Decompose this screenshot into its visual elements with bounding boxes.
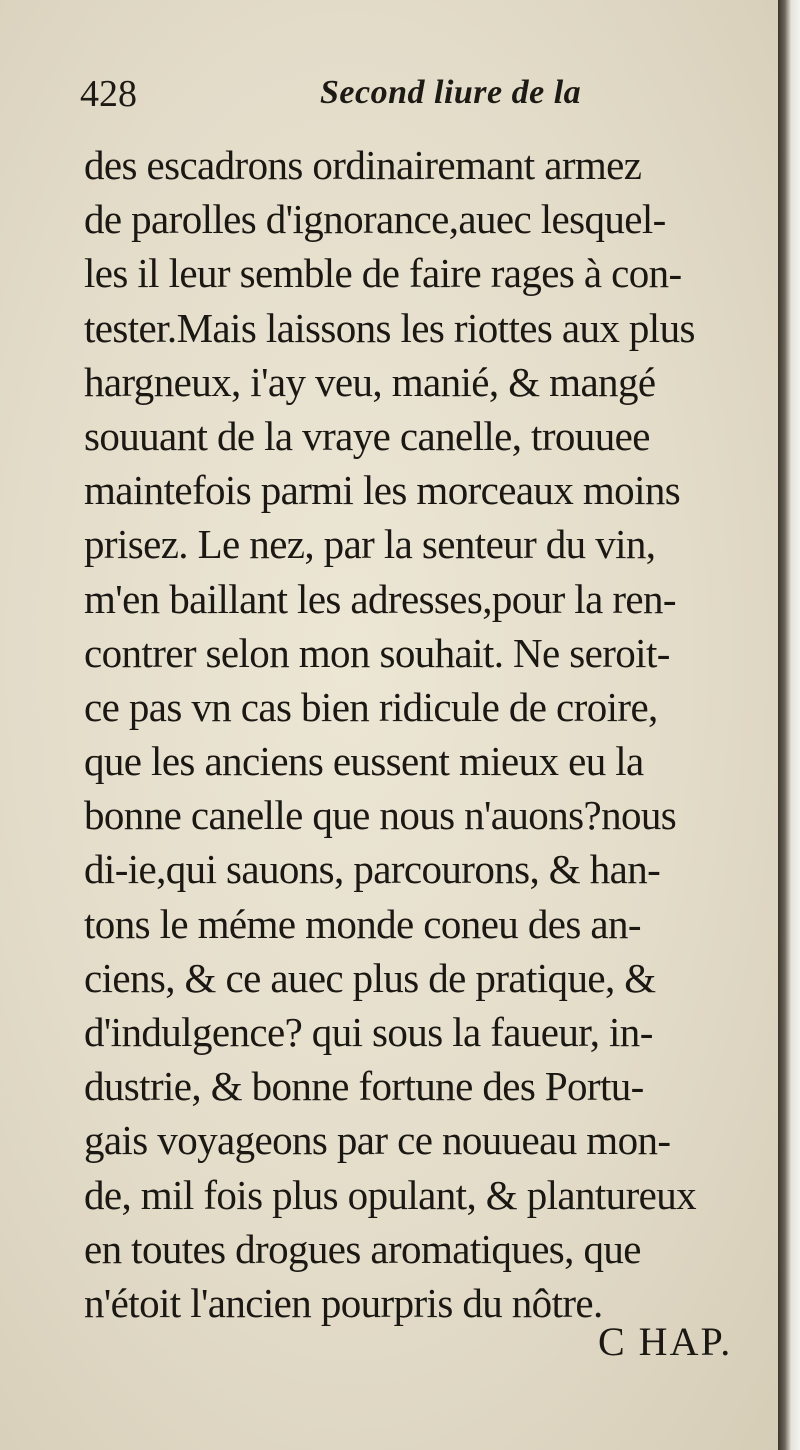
text-line: ce pas vn cas bien ridicule de croire, [84,683,658,730]
page-number: 428 [80,73,137,115]
catchword: C HAP. [598,1319,733,1364]
text-line: de, mil fois plus opulant, & plantureux [84,1171,697,1218]
running-head: Second liure de la [320,74,582,111]
text-line: que les anciens eussent mieux eu la [84,738,644,785]
text-line: souuant de la vraye canelle, trouuee [84,412,650,459]
text-line: en toutes drogues aromatiques, que [84,1225,641,1272]
text-line: contrer selon mon souhait. Ne seroit- [84,629,670,676]
text-line: ciens, & ce auec plus de pratique, & [84,954,656,1001]
page-edge [778,0,800,1450]
text-line: maintefois parmi les morceaux moins [84,467,681,514]
text-line: dustrie, & bonne fortune des Portu- [84,1063,644,1110]
text-line: les il leur semble de faire rages à con- [84,250,682,297]
text-line: hargneux, i'ay veu, manié, & mangé [84,358,656,405]
text-line: tester.Mais laissons les riottes aux plus [84,304,695,351]
text-line: m'en baillant les adresses,pour la ren- [84,575,676,622]
body-text [84,138,744,1330]
text-line: des escadrons ordinairemant armez [84,142,642,188]
text-line: prisez. Le nez, par la senteur du vin, [84,521,656,568]
text-line: tons le méme monde coneu des an- [84,900,641,947]
text-line: n'étoit l'ancien pourpris du nôtre. [84,1279,603,1326]
page-header [80,72,680,122]
text-line: gais voyageons par ce nouueau mon- [84,1117,671,1164]
text-line: di-ie,qui sauons, parcourons, & han- [84,846,661,893]
text-line: de parolles d'ignorance,auec lesquel- [84,196,666,243]
text-line: bonne canelle que nous n'auons?nous [84,792,677,839]
text-line: d'indulgence? qui sous la faueur, in- [84,1009,653,1055]
